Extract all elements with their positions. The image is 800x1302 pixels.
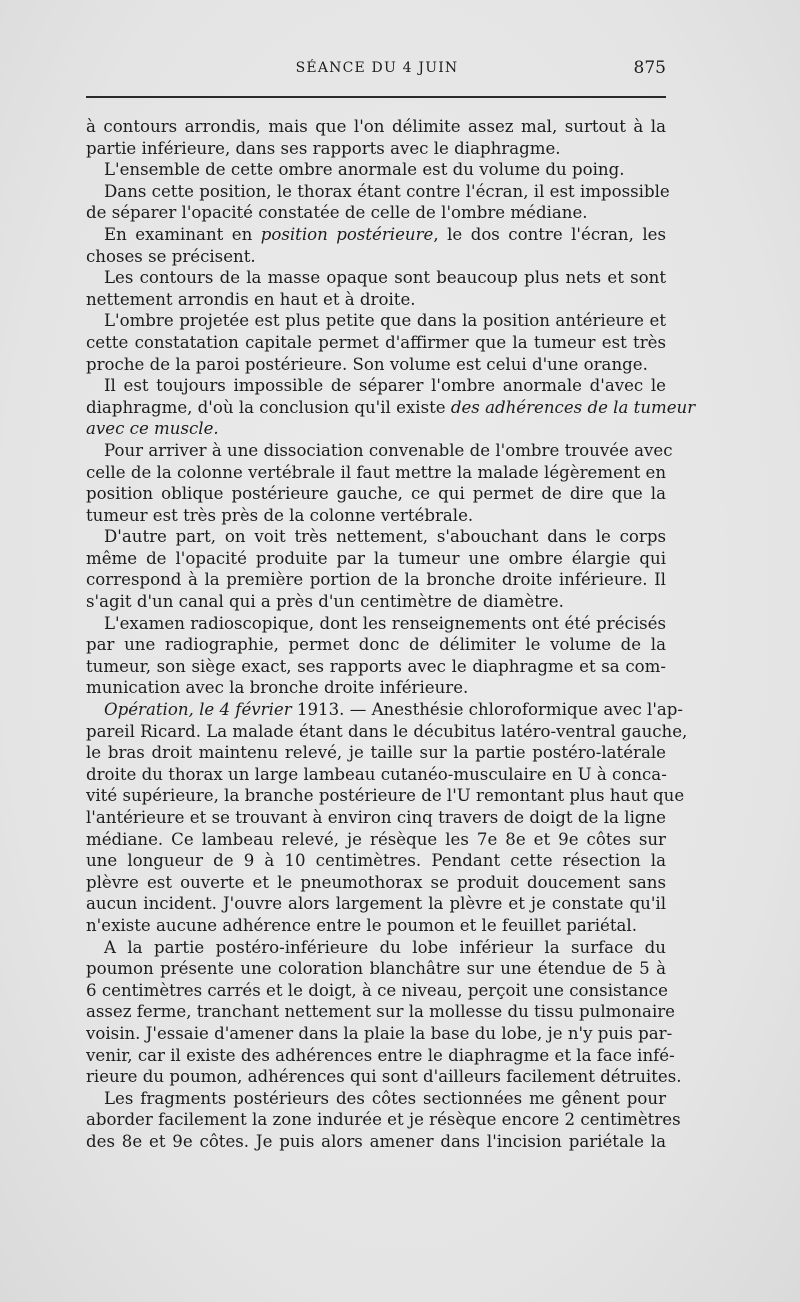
text-run: L'examen radioscopique, dont les renseignements ont été précisés bbox=[104, 613, 666, 633]
text-line bbox=[86, 462, 666, 484]
text-line bbox=[86, 656, 666, 678]
body-text bbox=[86, 116, 696, 1153]
text-run: Dans cette position, le thorax étant contre l'écran, il est impossible bbox=[104, 181, 670, 201]
text-run: celle de la colonne vertébrale il faut mettre la malade légèrement en bbox=[86, 462, 667, 482]
text-run: venir, car il existe des adhérences entre le diaphragme et la face infé- bbox=[86, 1045, 675, 1065]
page-header bbox=[86, 58, 668, 84]
text-run: L'ombre projetée est plus petite que dans la position antérieure et bbox=[104, 311, 666, 331]
text-run: 1913. — Anesthésie chloroformique avec l'ap- bbox=[291, 700, 684, 720]
text-line bbox=[86, 375, 666, 397]
text-line bbox=[86, 224, 666, 246]
text-line bbox=[86, 1023, 673, 1045]
text-run: poumon présente une coloration blanchâtre sur une étendue de 5 à bbox=[86, 959, 666, 979]
text-run: 6 centimètres carrés et le doigt, à ce niveau, perçoit une consistance bbox=[86, 980, 668, 1000]
text-line bbox=[86, 138, 666, 160]
text-line bbox=[86, 807, 666, 829]
text-run: n'existe aucune adhérence entre le poumon et le feuillet pariétal. bbox=[86, 915, 638, 935]
text-run: En examinant en bbox=[104, 224, 261, 244]
text-line bbox=[86, 829, 666, 851]
text-line bbox=[86, 526, 666, 548]
text-line bbox=[86, 785, 685, 807]
text-run: proche de la paroi postérieure. Son volume est celui d'une orange. bbox=[86, 354, 648, 374]
text-line bbox=[86, 548, 666, 570]
text-run: A la partie postéro-inférieure du lobe inférieur la surface du bbox=[104, 937, 666, 957]
text-line bbox=[86, 569, 666, 591]
text-run: une longueur de 9 à 10 centimètres. Pendant cette résection la bbox=[86, 851, 666, 871]
text-line bbox=[86, 634, 666, 656]
text-line bbox=[86, 980, 666, 1002]
text-run: par une radiographie, permet donc de délimiter le volume de la bbox=[86, 635, 666, 655]
text-line bbox=[86, 742, 666, 764]
text-line bbox=[86, 699, 684, 721]
text-run: assez ferme, tranchant nettement sur la mollesse du tissu pulmonaire bbox=[86, 1002, 675, 1022]
text-line bbox=[86, 958, 666, 980]
text-run: des 8e et 9e côtes. Je puis alors amener dans l'incision pariétale la bbox=[86, 1131, 666, 1151]
text-run: nettement arrondis en haut et à droite. bbox=[86, 289, 416, 309]
text-line bbox=[86, 116, 666, 138]
text-line bbox=[86, 1131, 666, 1153]
text-run: Pour arriver à une dissociation convenable de l'ombre trouvée avec bbox=[104, 440, 673, 460]
text-line bbox=[86, 591, 666, 613]
page-number: 875 bbox=[633, 58, 666, 78]
text-line bbox=[86, 937, 666, 959]
text-run: D'autre part, on voit très nettement, s'abouchant dans le corps bbox=[104, 527, 666, 547]
text-line bbox=[86, 397, 696, 419]
text-run: munication avec la bronche droite inférieure. bbox=[86, 678, 469, 698]
text-line bbox=[86, 289, 666, 311]
header-rule bbox=[86, 96, 666, 98]
text-line bbox=[86, 1045, 675, 1067]
text-run: aucun incident. J'ouvre alors largement la plèvre et je constate qu'il bbox=[86, 894, 666, 914]
text-run: partie inférieure, dans ses rapports avec le diaphragme. bbox=[86, 138, 561, 158]
text-run: droite du thorax un large lambeau cutanéo-musculaire en U à conca- bbox=[86, 764, 667, 784]
text-run: voisin. J'essaie d'amener dans la plaie la base du lobe, je n'y puis par- bbox=[86, 1023, 673, 1043]
text-run: Il est toujours impossible de séparer l'ombre anormale d'avec le bbox=[104, 376, 666, 396]
text-run: choses se précisent. bbox=[86, 246, 256, 266]
text-run: à contours arrondis, mais que l'on délimite assez mal, surtout à la bbox=[86, 117, 666, 136]
text-line bbox=[86, 1066, 682, 1088]
text-run: plèvre est ouverte et le pneumothorax se produit doucement sans bbox=[86, 872, 666, 892]
text-run: tumeur, son siège exact, ses rapports avec le diaphragme et sa com- bbox=[86, 656, 666, 676]
text-line bbox=[86, 764, 666, 786]
text-line bbox=[86, 440, 673, 462]
italic-text: avec ce muscle. bbox=[86, 419, 219, 439]
running-title: SÉANCE DU 4 JUIN bbox=[295, 60, 459, 76]
text-line bbox=[86, 1001, 675, 1023]
text-line bbox=[86, 677, 666, 699]
text-run: , le dos contre l'écran, les bbox=[433, 224, 666, 244]
text-run: vité supérieure, la branche postérieure de l'U remontant plus haut que bbox=[86, 786, 685, 806]
text-run: correspond à la première portion de la bronche droite inférieure. Il bbox=[86, 570, 666, 590]
text-run: diaphragme, d'où la conclusion qu'il existe bbox=[86, 397, 451, 417]
text-run: position oblique postérieure gauche, ce qui permet de dire que la bbox=[86, 484, 666, 504]
text-line bbox=[86, 354, 666, 376]
text-line bbox=[86, 267, 666, 289]
text-run: même de l'opacité produite par la tumeur une ombre élargie qui bbox=[86, 548, 666, 568]
text-line bbox=[86, 872, 666, 894]
text-line bbox=[86, 418, 666, 440]
italic-text: Opération, le 4 février bbox=[104, 700, 292, 720]
text-line bbox=[86, 1109, 681, 1131]
text-run: pareil Ricard. La malade étant dans le décubitus latéro-ventral gauche, bbox=[86, 721, 688, 741]
text-line bbox=[86, 310, 666, 332]
text-line bbox=[86, 613, 666, 635]
text-run: aborder facilement la zone indurée et je résèque encore 2 centimètres bbox=[86, 1110, 681, 1130]
text-line bbox=[86, 181, 670, 203]
italic-text: des adhérences de la tumeur bbox=[450, 397, 696, 417]
text-line bbox=[86, 332, 666, 354]
text-run: médiane. Ce lambeau relevé, je résèque les 7e 8e et 9e côtes sur bbox=[86, 829, 666, 849]
text-line bbox=[86, 246, 666, 268]
text-run: L'ensemble de cette ombre anormale est du volume du poing. bbox=[104, 160, 625, 180]
text-run: cette constatation capitale permet d'affirmer que la tumeur est très bbox=[86, 332, 666, 352]
text-run: Les contours de la masse opaque sont beaucoup plus nets et sont bbox=[104, 268, 666, 288]
text-run: tumeur est très près de la colonne vertébrale. bbox=[86, 505, 474, 525]
text-run: l'antérieure et se trouvant à environ cinq travers de doigt de la ligne bbox=[86, 808, 666, 827]
text-run: Les fragments postérieurs des côtes sectionnées me gênent pour bbox=[104, 1088, 666, 1108]
text-line bbox=[86, 505, 666, 527]
text-line bbox=[86, 159, 666, 181]
text-line bbox=[86, 915, 666, 937]
text-line bbox=[86, 721, 688, 743]
text-line bbox=[86, 202, 666, 224]
text-run: s'agit d'un canal qui a près d'un centimètre de diamètre. bbox=[86, 592, 564, 612]
text-run: le bras droit maintenu relevé, je taille sur la partie postéro-latérale bbox=[86, 743, 666, 763]
text-line bbox=[86, 850, 666, 872]
text-run: de séparer l'opacité constatée de celle de l'ombre médiane. bbox=[86, 203, 588, 223]
text-line bbox=[86, 893, 666, 915]
text-line bbox=[86, 483, 666, 505]
text-run: rieure du poumon, adhérences qui sont d'ailleurs facilement détruites. bbox=[86, 1067, 682, 1087]
text-line bbox=[86, 1088, 666, 1110]
italic-text: position postérieure bbox=[260, 224, 434, 244]
